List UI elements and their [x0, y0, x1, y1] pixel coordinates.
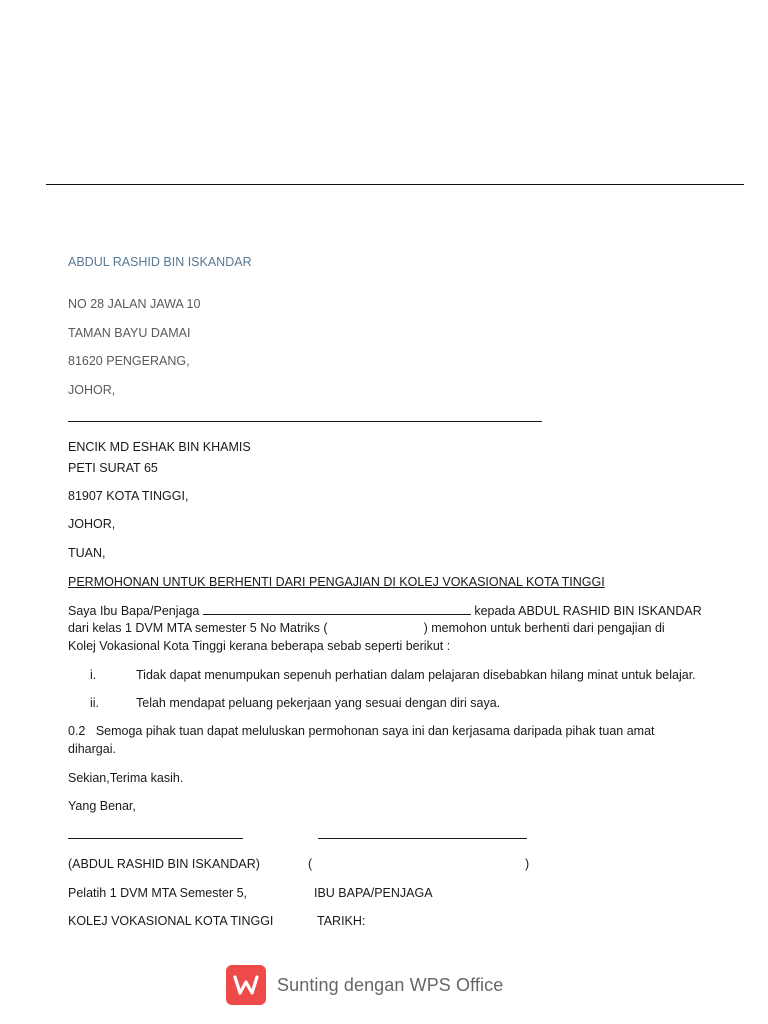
reason-1-number: i.	[90, 668, 97, 682]
sender-address-line-3: 81620 PENGERANG,	[68, 354, 190, 368]
college-name: KOLEJ VOKASIONAL KOTA TINGGI	[68, 914, 274, 928]
sender-address-line-4: JOHOR,	[68, 383, 116, 397]
body-line-2-start: dari kelas 1 DVM MTA semester 5 No Matriks (	[68, 621, 328, 635]
reason-1-text: Tidak dapat menumpukan sepenuh perhatian dalam pelajaran disebabkan hilang minat untuk belajar.	[136, 668, 696, 682]
sender-address-line-1: NO 28 JALAN JAWA 10	[68, 297, 201, 311]
sender-name: ABDUL RASHID BIN ISKANDAR	[68, 255, 252, 269]
closing-line: Sekian,Terima kasih.	[68, 771, 184, 785]
body-line-1-end: kepada ABDUL RASHID BIN ISKANDAR	[474, 604, 702, 618]
header-divider	[46, 184, 744, 185]
recipient-line-4: JOHOR,	[68, 517, 116, 531]
guardian-signature-line	[318, 838, 527, 839]
student-signature-line	[68, 838, 243, 839]
body-line-1-start: Saya Ibu Bapa/Penjaga	[68, 604, 200, 618]
guardian-role: IBU BAPA/PENJAGA	[314, 886, 433, 900]
recipient-line-1: ENCIK MD ESHAK BIN KHAMIS	[68, 440, 251, 454]
wps-office-logo-icon[interactable]	[226, 965, 266, 1005]
body-line-2	[68, 620, 665, 636]
body-line-3: Kolej Vokasional Kota Tinggi kerana beberapa sebab seperti berikut :	[68, 639, 451, 653]
paragraph-2-number: 0.2	[68, 724, 86, 738]
recipient-line-2: PETI SURAT 65	[68, 461, 158, 475]
student-name: (ABDUL RASHID BIN ISKANDAR)	[68, 857, 260, 871]
paragraph-2-text: Semoga pihak tuan dapat meluluskan permohonan saya ini dan kerjasama daripada pihak tuan amat	[95, 724, 655, 738]
sender-address-line-2: TAMAN BAYU DAMAI	[68, 326, 191, 340]
body-line-1	[68, 602, 702, 619]
address-separator-line	[68, 421, 542, 422]
guardian-name-blank	[203, 602, 471, 615]
reason-2-number: ii.	[90, 696, 100, 710]
reason-2-text: Telah mendapat peluang pekerjaan yang sesuai dengan diri saya.	[136, 696, 501, 710]
guardian-name-open-paren: (	[308, 857, 313, 871]
yang-benar: Yang Benar,	[68, 799, 136, 813]
salutation: TUAN,	[68, 546, 106, 560]
guardian-name-close-paren: )	[525, 857, 530, 871]
body-line-2-end: ) memohon untuk berhenti dari pengajian di	[423, 621, 665, 635]
paragraph-2-line-2: dihargai.	[68, 742, 116, 756]
wps-edit-link[interactable]: Sunting dengan WPS Office	[277, 975, 504, 995]
subject-line: PERMOHONAN UNTUK BERHENTI DARI PENGAJIAN DI KOLEJ VOKASIONAL KOTA TINGGI	[68, 575, 605, 589]
paragraph-2-line-1	[68, 723, 655, 739]
date-label: TARIKH:	[317, 914, 366, 928]
recipient-line-3: 81907 KOTA TINGGI,	[68, 489, 189, 503]
student-role: Pelatih 1 DVM MTA Semester 5,	[68, 886, 247, 900]
